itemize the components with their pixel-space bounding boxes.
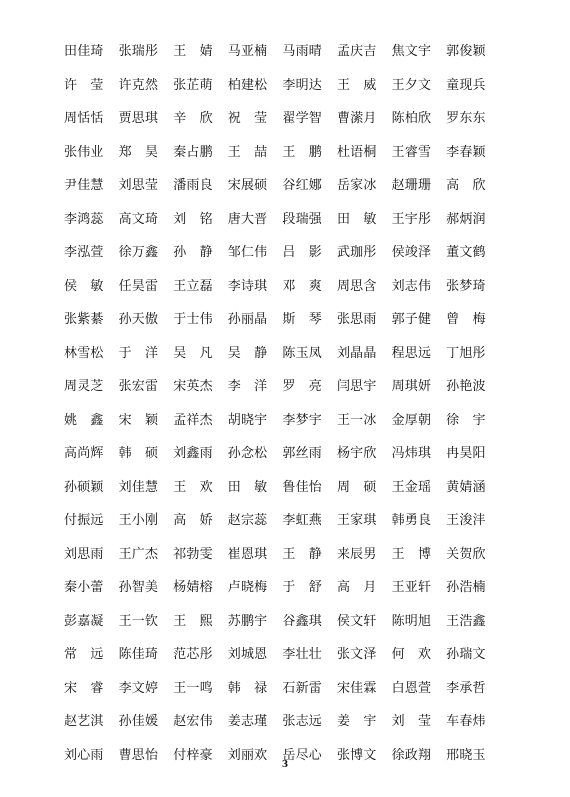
name-entry: 童现兵 — [446, 77, 486, 93]
name-entry: 王一鸣 — [173, 680, 213, 696]
name-entry: 侯竣泽 — [391, 245, 432, 260]
name-entry: 孙佳媛 — [118, 714, 159, 729]
name-entry: 段瑞强 — [282, 211, 322, 227]
name-entry: 于 舒 — [282, 580, 322, 595]
name-entry: 罗 亮 — [282, 379, 322, 394]
name-entry: 陈玉凤 — [282, 345, 322, 361]
name-entry: 鲁佳怡 — [282, 479, 322, 495]
name-entry: 秦小蕾 — [64, 580, 104, 595]
name-entry: 孙硕颖 — [64, 479, 104, 495]
name-entry: 唐大晋 — [227, 211, 268, 227]
name-entry: 宋 睿 — [64, 680, 104, 696]
name-entry: 郑 昊 — [118, 144, 159, 160]
name-entry: 于 洋 — [118, 345, 159, 361]
name-entry: 吕 影 — [282, 245, 322, 260]
name-entry: 祝 莹 — [227, 111, 268, 126]
name-entry: 孙念松 — [227, 446, 268, 461]
name-entry: 张梦琦 — [446, 278, 486, 294]
name-entry: 邹仁伟 — [227, 245, 268, 260]
name-entry: 周思含 — [336, 278, 377, 294]
name-entry: 姜 宇 — [336, 714, 377, 729]
name-entry: 李承哲 — [446, 680, 486, 696]
name-entry: 王浩鑫 — [446, 613, 486, 629]
page-number: 3 — [281, 760, 289, 770]
name-entry: 潘雨良 — [173, 178, 213, 193]
name-entry: 杨宇欣 — [336, 446, 377, 461]
name-entry: 孙智美 — [118, 580, 159, 595]
name-entry: 刘 铭 — [173, 211, 213, 227]
name-entry: 周琪妍 — [391, 379, 432, 394]
name-entry: 罗东东 — [446, 111, 486, 126]
name-entry: 李鸿蕊 — [64, 211, 104, 227]
name-entry: 曾 梅 — [446, 312, 486, 327]
name-entry: 韩 硕 — [118, 446, 159, 461]
name-entry: 丁旭彤 — [446, 345, 486, 361]
name-entry: 付振远 — [64, 513, 104, 528]
name-entry: 高 娇 — [173, 513, 213, 528]
name-entry: 刘晶晶 — [336, 345, 377, 361]
name-entry: 冯炜琪 — [391, 446, 432, 461]
name-entry: 马雨晴 — [282, 44, 322, 59]
name-entry: 岳家冰 — [336, 178, 377, 193]
name-entry: 刘志伟 — [391, 278, 432, 294]
name-entry: 翟学智 — [282, 111, 322, 126]
name-entry: 周灵芝 — [64, 379, 104, 394]
name-entry: 赵宏伟 — [173, 714, 213, 729]
name-entry: 武珈彤 — [336, 245, 377, 260]
name-entry: 陈佳琦 — [118, 647, 159, 662]
name-entry: 王 鹏 — [282, 144, 322, 160]
name-entry: 林雪松 — [64, 345, 104, 361]
name-entry: 孙丽晶 — [227, 312, 268, 327]
name-entry: 白恩萱 — [391, 680, 432, 696]
name-entry: 邢晓玉 — [446, 747, 486, 763]
name-entry: 刘鑫雨 — [173, 446, 213, 461]
name-entry: 刘城恩 — [227, 647, 268, 662]
name-entry: 谷红娜 — [282, 178, 322, 193]
name-entry: 尹佳慧 — [64, 178, 104, 193]
name-entry: 石新雷 — [282, 680, 322, 696]
name-entry: 刘 莹 — [391, 714, 432, 729]
name-entry: 卢晓梅 — [227, 580, 268, 595]
name-entry: 辛 欣 — [173, 111, 213, 126]
name-entry: 郭子健 — [391, 312, 432, 327]
name-entry: 王金瑶 — [391, 479, 432, 495]
name-entry: 许 莹 — [64, 77, 104, 93]
name-entry: 徐 宇 — [446, 412, 486, 428]
name-entry: 来辰男 — [336, 546, 377, 562]
name-entry: 高 月 — [336, 580, 377, 595]
name-entry: 焦文宇 — [391, 44, 432, 59]
name-entry: 许克然 — [118, 77, 159, 93]
name-entry: 王夕文 — [391, 77, 432, 93]
name-entry: 孟祥杰 — [173, 412, 213, 428]
name-entry: 孟庆吉 — [336, 44, 377, 59]
name-entry: 韩勇良 — [391, 513, 432, 528]
name-entry: 李春颖 — [446, 144, 486, 160]
name-entry: 刘丽欢 — [227, 747, 268, 763]
name-entry: 王 威 — [336, 77, 377, 93]
name-entry: 宋英杰 — [173, 379, 213, 394]
name-entry: 李虹燕 — [282, 513, 322, 528]
name-entry: 于士伟 — [173, 312, 213, 327]
name-entry: 车春炜 — [446, 714, 486, 729]
name-entry: 田 敏 — [336, 211, 377, 227]
name-entry: 李 洋 — [227, 379, 268, 394]
name-entry: 郭丝雨 — [282, 446, 322, 461]
name-entry: 周 硕 — [336, 479, 377, 495]
name-entry: 贾思琪 — [118, 111, 159, 126]
name-entry: 孙天傲 — [118, 312, 159, 327]
name-entry: 赵艺淇 — [64, 714, 104, 729]
name-entry: 张思雨 — [336, 312, 377, 327]
name-entry: 孙浩楠 — [446, 580, 486, 595]
name-entry: 吴 凡 — [173, 345, 213, 361]
name-entry: 岳尽心 — [282, 747, 322, 763]
name-entry: 赵珊珊 — [391, 178, 432, 193]
name-entry: 杨婧榕 — [173, 580, 213, 595]
name-entry: 吴 静 — [227, 345, 268, 361]
name-entry: 田 敏 — [227, 479, 268, 495]
name-entry: 王亚轩 — [391, 580, 432, 595]
name-entry: 周恬恬 — [64, 111, 104, 126]
name-entry: 田佳琦 — [64, 44, 104, 59]
name-entry: 刘思莹 — [118, 178, 159, 193]
name-entry: 李泓萱 — [64, 245, 104, 260]
name-entry: 董文鹤 — [446, 245, 486, 260]
name-entry: 张紫綦 — [64, 312, 104, 327]
name-entry: 常 远 — [64, 647, 104, 662]
name-entry: 李壮壮 — [282, 647, 322, 662]
name-entry: 张文泽 — [336, 647, 377, 662]
name-entry: 王广杰 — [118, 546, 159, 562]
name-entry: 宋佳霖 — [336, 680, 377, 696]
name-entry: 宋 颖 — [118, 412, 159, 428]
name-entry: 李诗琪 — [227, 278, 268, 294]
name-entry: 任昊雷 — [118, 278, 159, 294]
name-entry: 曹思怡 — [118, 747, 159, 763]
name-entry: 闫思宇 — [336, 379, 377, 394]
name-entry: 秦占鹏 — [173, 144, 213, 160]
name-entry: 何 欢 — [391, 647, 432, 662]
name-entry: 王 熙 — [173, 613, 213, 629]
name-entry: 杜语桐 — [336, 144, 377, 160]
name-entry: 张芷萌 — [173, 77, 213, 93]
name-entry: 姜志瑾 — [227, 714, 268, 729]
name-entry: 孙瑞文 — [446, 647, 486, 662]
name-entry: 彭嘉凝 — [64, 613, 104, 629]
name-entry: 斯 琴 — [282, 312, 322, 327]
name-entry: 关贺欣 — [446, 546, 486, 562]
name-entry: 柏建松 — [227, 77, 268, 93]
name-entry: 张伟业 — [64, 144, 104, 160]
name-entry: 刘心雨 — [64, 747, 104, 763]
name-entry: 郝炳润 — [446, 211, 486, 227]
name-entry: 赵宗蕊 — [227, 513, 268, 528]
name-entry: 苏鹏宇 — [227, 613, 268, 629]
name-entry: 付梓豪 — [173, 747, 213, 763]
name-entry: 侯 敏 — [64, 278, 104, 294]
name-entry: 王立磊 — [173, 278, 213, 294]
name-entry: 郭俊颖 — [446, 44, 486, 59]
name-entry: 高 欣 — [446, 178, 486, 193]
name-entry: 王浚沣 — [446, 513, 486, 528]
name-entry: 张博文 — [336, 747, 377, 763]
name-entry: 曹潆月 — [336, 111, 377, 126]
name-entry: 王小刚 — [118, 513, 159, 528]
name-entry: 张志远 — [282, 714, 322, 729]
name-entry: 李文婷 — [118, 680, 159, 696]
name-entry: 陈柏欣 — [391, 111, 432, 126]
name-entry: 王 博 — [391, 546, 432, 562]
name-entry: 张宏雷 — [118, 379, 159, 394]
name-entry: 李梦宇 — [282, 412, 322, 428]
name-entry: 张瑞彤 — [118, 44, 159, 59]
name-entry: 高文琦 — [118, 211, 159, 227]
name-entry: 陈明旭 — [391, 613, 432, 629]
name-entry: 范芯彤 — [173, 647, 213, 662]
name-list-grid — [64, 35, 514, 772]
name-entry: 王 静 — [282, 546, 322, 562]
name-entry: 姚 鑫 — [64, 412, 104, 428]
name-entry: 韩 禄 — [227, 680, 268, 696]
name-entry: 冉昊阳 — [446, 446, 486, 461]
name-entry: 胡晓宇 — [227, 412, 268, 428]
name-entry: 王家琪 — [336, 513, 377, 528]
name-entry: 王一钦 — [118, 613, 159, 629]
name-entry: 孙艳波 — [446, 379, 486, 394]
name-entry: 金厚朝 — [391, 412, 432, 428]
name-entry: 王 婧 — [173, 44, 213, 59]
name-entry: 祁勃雯 — [173, 546, 213, 562]
name-entry: 孙 静 — [173, 245, 213, 260]
name-entry: 黄婧涵 — [446, 479, 486, 495]
name-entry: 王睿雪 — [391, 144, 432, 160]
name-entry: 宋展硕 — [227, 178, 268, 193]
name-entry: 邓 爽 — [282, 278, 322, 294]
name-entry: 徐政翔 — [391, 747, 432, 763]
name-entry: 马亚楠 — [227, 44, 268, 59]
name-entry: 高尚辉 — [64, 446, 104, 461]
name-entry: 侯文轩 — [336, 613, 377, 629]
name-entry: 李明达 — [282, 77, 322, 93]
name-entry: 刘佳慧 — [118, 479, 159, 495]
name-entry: 王宇彤 — [391, 211, 432, 227]
name-entry: 王 喆 — [227, 144, 268, 160]
name-entry: 刘思雨 — [64, 546, 104, 562]
name-entry: 徐万鑫 — [118, 245, 159, 260]
name-entry: 王 欢 — [173, 479, 213, 495]
name-entry: 程思远 — [391, 345, 432, 361]
name-entry: 崔恩琪 — [227, 546, 268, 562]
name-entry: 谷鑫琪 — [282, 613, 322, 629]
name-entry: 王一冰 — [336, 412, 377, 428]
